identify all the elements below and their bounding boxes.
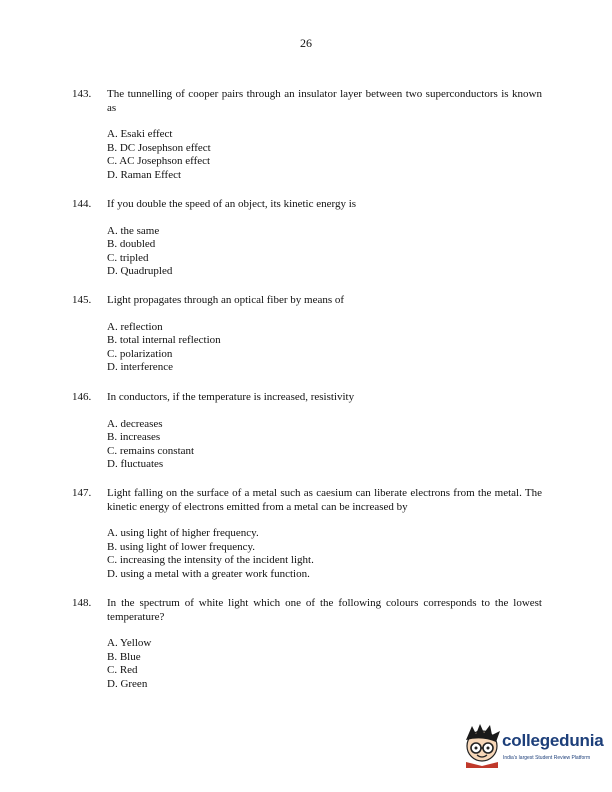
option-d: D. Raman Effect [107,168,182,181]
option-b: B. Blue [107,650,141,663]
option-d: D. Green [107,677,148,690]
option-a: A. decreases [107,417,163,430]
option-c: C. polarization [107,347,173,360]
options-list [107,225,542,279]
options-list [107,527,542,581]
option-b: B. increases [107,431,161,443]
option-d: D. interference [107,361,173,373]
question-text: The tunnelling of cooper pairs through an insulator layer between two superconductors is known as [107,88,542,114]
option-d: D. fluctuates [107,458,164,470]
option-b: B. total internal reflection [107,334,221,346]
question-number: 146. [72,391,92,403]
option-c: C. tripled [107,251,149,264]
option-c: C. increasing the intensity of the incident light. [107,554,314,566]
option-a: A. reflection [107,320,163,333]
question-147 [72,487,542,581]
option-b: B. doubled [107,238,156,250]
option-c: C. remains constant [107,444,195,457]
option-c: C. Red [107,664,138,676]
options-list [107,637,542,691]
option-a: A. the same [107,224,160,237]
question-text: If you double the speed of an object, its kinetic energy is [107,198,357,210]
option-c: C. AC Josephson effect [107,155,211,167]
collegedunia-logo [462,722,607,772]
options-list [107,418,542,472]
logo-tagline: India's largest Student Review Platform [503,755,591,761]
page-number: 26 [300,36,312,50]
option-d: D. using a metal with a greater work function. [107,567,310,580]
question-text: Light propagates through an optical fiber by means of [107,294,345,306]
options-list [107,128,542,182]
question-143 [72,88,542,182]
question-text: In conductors, if the temperature is increased, resistivity [107,391,355,403]
question-number: 144. [72,198,92,210]
option-b: B. DC Josephson effect [107,141,211,154]
question-number: 143. [72,88,92,100]
logo-brand: collegedunia [502,731,604,750]
question-number: 145. [72,294,92,306]
options-list [107,321,542,375]
mascot-icon [462,722,502,768]
option-d: D. Quadrupled [107,265,173,277]
question-146 [72,391,542,472]
question-number: 147. [72,487,92,499]
question-148 [72,597,542,691]
question-144 [72,198,542,279]
option-a: A. Yellow [107,637,152,649]
question-text: In the spectrum of white light which one of the following colours corresponds to the lowest temperature? [107,597,542,623]
question-number: 148. [72,597,92,609]
option-a: A. using light of higher frequency. [107,527,259,539]
question-text: Light falling on the surface of a metal such as caesium can liberate electrons from the metal. The kinetic energy of electrons emitted from a metal can be increased by [107,487,542,513]
option-a: A. Esaki effect [107,128,173,140]
question-145 [72,294,542,375]
option-b: B. using light of lower frequency. [107,540,256,553]
